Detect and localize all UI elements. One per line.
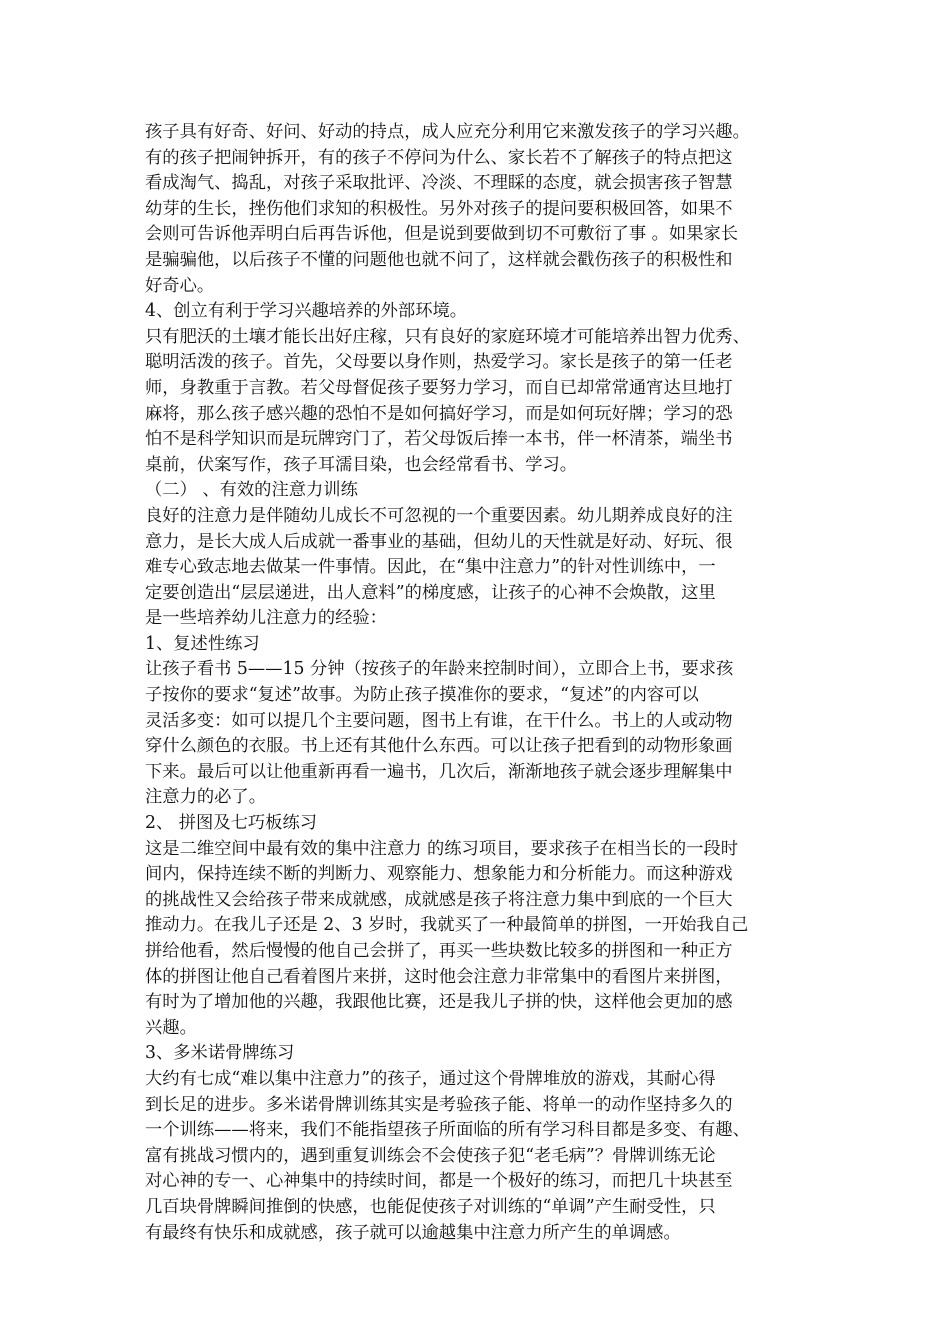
text-line: 1、复述性练习 xyxy=(145,633,260,654)
text-line: （二） 、有效的注意力训练 xyxy=(145,480,358,501)
text-line: 对心神的专一、心神集中的持续时间，都是一个极好的练习，而把几十块甚至 xyxy=(145,1171,733,1192)
text-line: 一个训练——将来，我们不能指望孩子所面临的所有学习科目都是多变、有趣、 xyxy=(145,1120,750,1141)
text-line: 拼给他看，然后慢慢的他自己会拼了，再买一些块数比较多的拼图和一种正方 xyxy=(145,941,733,961)
text-line: 让孩子看书 5——15 分钟（按孩子的年龄来控制时间），立即合上书，要求孩 xyxy=(145,659,734,680)
text-line: 聪明活泼的孩子。首先，父母要以身作则，热爱学习。家长是孩子的第一任老 xyxy=(145,352,733,373)
text-line: 大约有七成“难以集中注意力”的孩子，通过这个骨牌堆放的游戏，其耐心得 xyxy=(145,1068,716,1089)
text-line: 麻将，那么孩子感兴趣的恐怕不是如何搞好学习，而是如何玩好牌；学习的恐 xyxy=(145,403,733,424)
document-body xyxy=(145,120,810,1246)
text-line: 会则可告诉他弄明白后再告诉他，但是说到要做到切不可敷衍了事 。如果家长 xyxy=(145,224,739,245)
text-line: 有最终有快乐和成就感，孩子就可以逾越集中注意力所产生的单调感。 xyxy=(145,1222,681,1243)
text-line: 富有挑战习惯内的，遇到重复训练会不会使孩子犯“老毛病”？骨牌训练无论 xyxy=(145,1145,716,1166)
text-line: 意力，是长大成人后成就一番事业的基础，但幼儿的天性就是好动、好玩、很 xyxy=(145,531,733,552)
text-line: 到长足的进步。多米诺骨牌训练其实是考验孩子能、将单一的动作坚持多久的 xyxy=(145,1094,733,1115)
text-line: 怕不是科学知识而是玩牌窍门了，若父母饭后捧一本书，伴一杯清茶，端坐书 xyxy=(145,429,733,450)
text-line: 看成淘气、捣乱，对孩子采取批评、冷淡、不理睬的态度，就会损害孩子智慧 xyxy=(145,173,733,194)
text-line: 好奇心。 xyxy=(145,275,215,296)
text-line: 桌前，伏案写作，孩子耳濡目染，也会经常看书、学习。 xyxy=(145,454,578,475)
text-line: 幼芽的生长，挫伤他们求知的积极性。另外对孩子的提问要积极回答，如果不 xyxy=(145,198,733,219)
text-line: 是骗骗他，以后孩子不懂的问题他也就不问了，这样就会戳伤孩子的积极性和 xyxy=(145,249,733,270)
text-line: 良好的注意力是伴随幼儿成长不可忽视的一个重要因素。幼儿期养成良好的注 xyxy=(145,505,733,526)
text-line: 推动力。在我儿子还是 2、3 岁时，我就买了一种最简单的拼图，一开始我自己 xyxy=(145,915,749,936)
text-line: 灵活多变：如可以提几个主要问题，图书上有谁，在干什么。书上的人或动物 xyxy=(145,710,733,731)
text-line: 子按你的要求“复述”故事。为防止孩子摸准你的要求，“复述”的内容可以 xyxy=(145,685,699,706)
text-line: 兴趣。 xyxy=(145,1017,197,1038)
text-line: 这是二维空间中最有效的集中注意力 的练习项目，要求孩子在相当长的一段时 xyxy=(145,838,739,859)
text-line: 的挑战性又会给孩子带来成就感，成就感是孩子将注意力集中到底的一个巨大 xyxy=(145,889,733,910)
text-line: 难专心致志地去做某一件事情。因此，在“集中注意力”的针对性训练中，一 xyxy=(145,557,716,578)
text-line: 只有肥沃的土壤才能长出好庄稼，只有良好的家庭环境才可能培养出智力优秀、 xyxy=(145,326,750,347)
text-line: 间内，保持连续不断的判断力、观察能力、想象能力和分析能力。而这种游戏 xyxy=(145,864,733,885)
text-line: 几百块骨牌瞬间推倒的快感，也能促使孩子对训练的“单调”产生耐受性，只 xyxy=(145,1196,716,1217)
text-line: 体的拼图让他自己看着图片来拼，这时他会注意力非常集中的看图片来拼图， xyxy=(145,966,733,987)
text-line: 注意力的必了。 xyxy=(145,787,266,808)
text-line: 有的孩子把闹钟拆开，有的孩子不停问为什么、家长若不了解孩子的特点把这 xyxy=(145,147,733,168)
text-line: 孩子具有好奇、好问、好动的持点，成人应充分利用它来激发孩子的学习兴趣。 xyxy=(145,122,750,142)
text-line: 3、多米诺骨牌练习 xyxy=(145,1043,295,1064)
text-line: 有时为了增加他的兴趣，我跟他比赛，还是我儿子拼的快，这样他会更加的感 xyxy=(145,992,733,1013)
text-line: 师，身教重于言教。若父母督促孩子要努力学习，而自已却常常通宵达旦地打 xyxy=(145,377,733,398)
text-line: 定要创造出“层层递进，出人意料”的梯度感，让孩子的心神不会焕散，这里 xyxy=(145,582,716,603)
text-line: 是一些培养幼儿注意力的经验： xyxy=(145,608,387,629)
text-line: 2、 拼图及七巧板练习 xyxy=(145,813,318,834)
text-line: 穿什么颜色的衣服。书上还有其他什么东西。可以让孩子把看到的动物形象画 xyxy=(145,736,733,757)
text-line: 下来。最后可以让他重新再看一遍书，几次后，渐渐地孩子就会逐步理解集中 xyxy=(145,761,733,782)
text-line: 4、创立有利于学习兴趣培养的外部环境。 xyxy=(145,301,468,322)
